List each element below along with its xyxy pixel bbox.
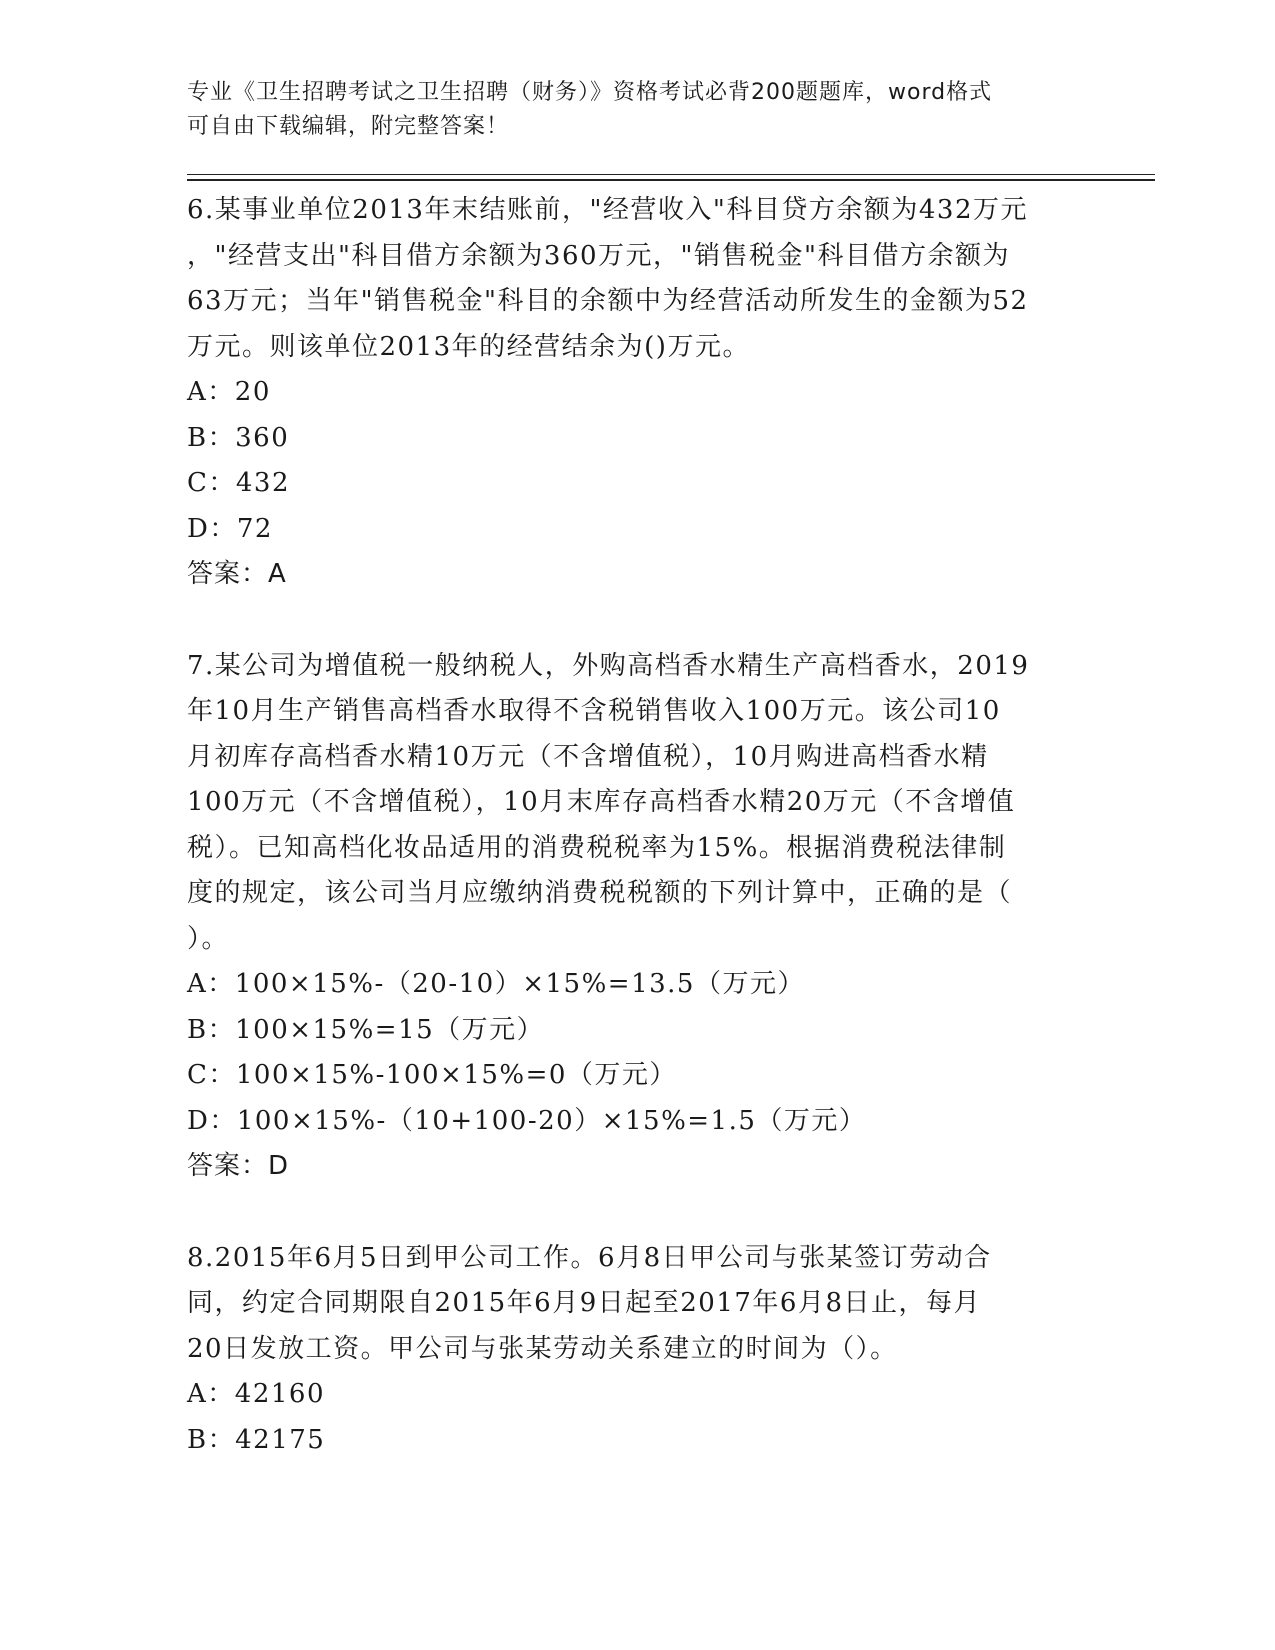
document-header	[187, 76, 1067, 144]
option-a: A：42160	[187, 1379, 325, 1409]
option-d: D：100×15%-（10+100-20）×15%=1.5（万元）	[187, 1105, 867, 1136]
question-stem-line: 同，约定合同期限自2015年6月9日起至2017年6月8日止，每月	[187, 1288, 982, 1318]
question-stem-line: 年10月生产销售高档香水取得不含税销售收入100万元。该公司10	[187, 696, 1001, 726]
header-divider-thick	[187, 179, 1155, 181]
header-title-line-2: 可自由下载编辑，附完整答案！	[187, 114, 510, 139]
header-divider-thin	[187, 174, 1155, 175]
option-b: B：42175	[187, 1424, 326, 1455]
question-stem	[187, 644, 1077, 963]
question-stem-line: 7.某公司为增值税一般纳税人，外购高档香水精生产高档香水，2019	[187, 650, 1030, 681]
option-d: D：72	[187, 513, 273, 544]
answer-label: 答案：D	[187, 1151, 290, 1181]
question-stem	[187, 188, 1077, 370]
question-stem-line: 税）。已知高档化妆品适用的消费税税率为15%。根据消费税法律制	[187, 832, 1007, 863]
option-b: B：100×15%=15（万元）	[187, 1014, 545, 1045]
question-stem-line: 月初库存高档香水精10万元（不含增值税），10月购进高档香水精	[187, 741, 989, 772]
question-stem-line: ，"经营支出"科目借方余额为360万元，"销售税金"科目借方余额为	[187, 240, 1010, 271]
question-spacer	[187, 598, 1077, 644]
question-stem-line: 20日发放工资。甲公司与张某劳动关系建立的时间为（）。	[187, 1333, 898, 1364]
question-stem-line: ）。	[187, 923, 230, 954]
question-6	[187, 188, 1077, 598]
option-a: A：100×15%-（20-10）×15%=13.5（万元）	[187, 969, 805, 999]
question-stem-line: 100万元（不含增值税），10月末库存高档香水精20万元（不含增值	[187, 787, 1016, 817]
option-c: C：432	[187, 468, 291, 498]
option-list	[187, 962, 1077, 1144]
option-c: C：100×15%-100×15%=0（万元）	[187, 1060, 677, 1090]
question-stem	[187, 1236, 1077, 1373]
question-list	[187, 188, 1077, 1463]
option-list	[187, 370, 1077, 552]
option-a: A：20	[187, 377, 271, 407]
question-stem-line: 度的规定，该公司当月应缴纳消费税税额的下列计算中，正确的是（	[187, 878, 1013, 908]
question-stem-line: 6.某事业单位2013年末结账前，"经营收入"科目贷方余额为432万元	[187, 195, 1029, 225]
option-b: B：360	[187, 422, 290, 453]
question-7	[187, 644, 1077, 1190]
question-spacer	[187, 1190, 1077, 1236]
question-stem-line: 8.2015年6月5日到甲公司工作。6月8日甲公司与张某签订劳动合	[187, 1242, 992, 1273]
question-stem-line: 万元。则该单位2013年的经营结余为()万元。	[187, 331, 750, 362]
option-list	[187, 1372, 1077, 1463]
answer-label: 答案：A	[187, 559, 287, 589]
question-stem-line: 63万元；当年"销售税金"科目的余额中为经营活动所发生的金额为52	[187, 286, 1029, 316]
header-title-line-1: 专业《卫生招聘考试之卫生招聘（财务）》资格考试必背200题题库，word格式	[187, 80, 993, 105]
question-8	[187, 1236, 1077, 1464]
